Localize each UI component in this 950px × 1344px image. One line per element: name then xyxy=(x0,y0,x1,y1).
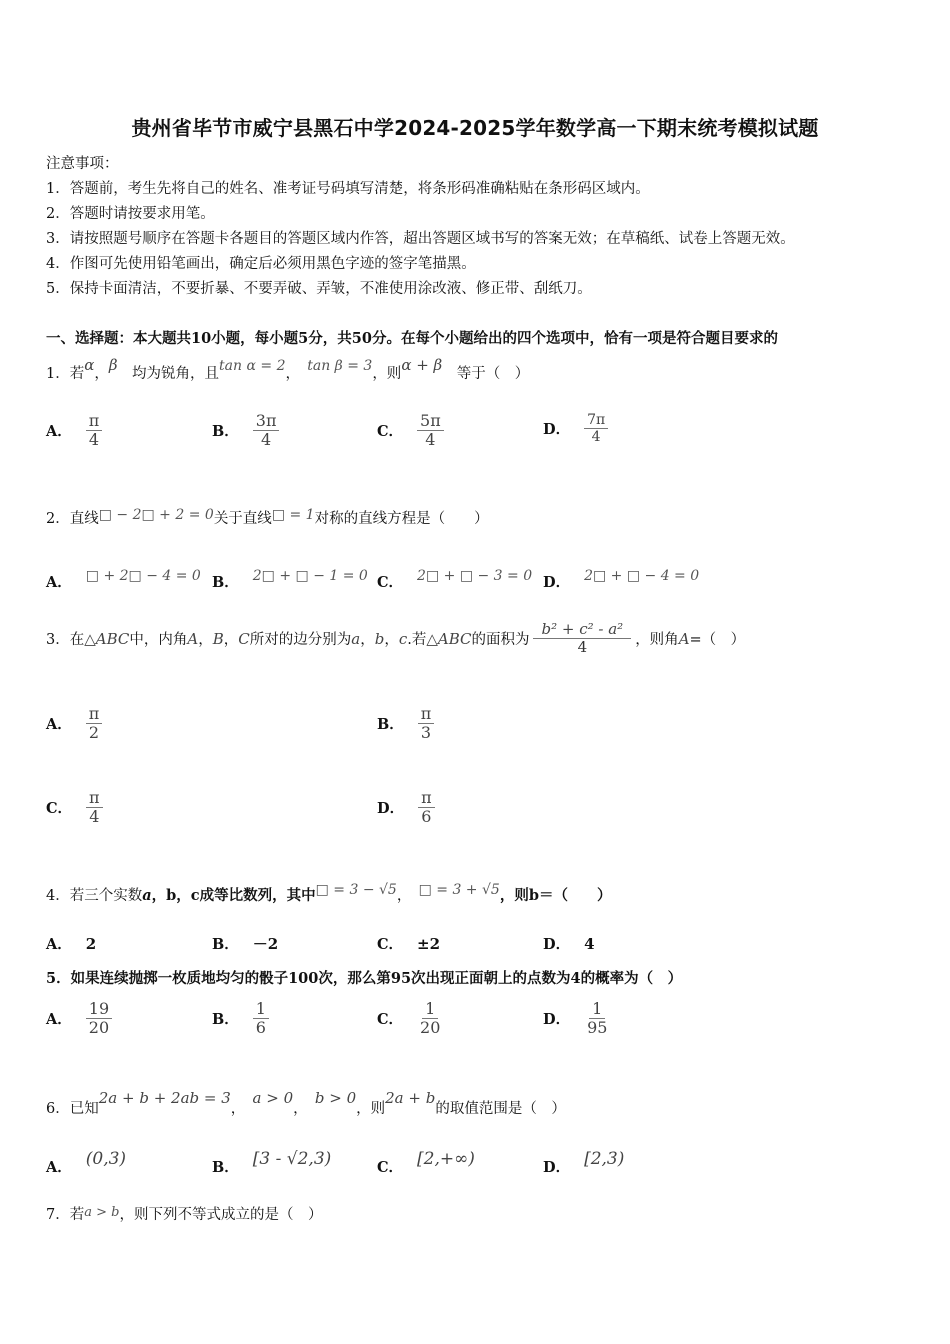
q2-option-d[interactable] xyxy=(543,565,700,591)
option-fraction xyxy=(418,789,435,827)
q3-angle-a: A xyxy=(678,629,690,648)
frac-num: π xyxy=(418,789,435,808)
option-fraction xyxy=(584,1000,610,1038)
q1-number: 1．若 xyxy=(46,366,85,382)
frac-den: 2 xyxy=(88,723,100,743)
option-label: A． xyxy=(46,574,72,591)
option-label: B． xyxy=(212,1159,239,1176)
q4-option-b[interactable] xyxy=(212,933,278,954)
option-text: 4 xyxy=(584,934,595,953)
frac-num: 7π xyxy=(584,412,608,429)
option-fraction xyxy=(253,412,280,450)
frac-den: 4 xyxy=(425,430,436,450)
q5-option-c[interactable] xyxy=(377,1000,443,1038)
frac-den: 4 xyxy=(261,430,272,450)
option-label: D． xyxy=(543,421,571,439)
option-label: C． xyxy=(377,1159,404,1176)
q5-option-d[interactable] xyxy=(543,1000,610,1038)
option-fraction xyxy=(253,1000,269,1038)
option-fraction xyxy=(86,1000,112,1038)
q4-tail: ，则b＝（ ） xyxy=(499,887,612,904)
q3-side-a: a xyxy=(351,629,361,648)
option-label: D． xyxy=(543,1159,571,1176)
q1-option-a[interactable] xyxy=(46,412,102,450)
q4-option-a[interactable] xyxy=(46,933,96,954)
q6-then: ，则 xyxy=(356,1101,386,1117)
q7-tail: ，则下列不等式成立的是（ ） xyxy=(119,1207,323,1223)
q4-expr-2: □ = 3 + √5 xyxy=(418,882,500,898)
option-text: [3 - √2,3) xyxy=(252,1148,332,1169)
q6-cond-3: b > 0 xyxy=(314,1089,357,1107)
option-fraction xyxy=(86,789,103,827)
q1-option-b[interactable] xyxy=(212,412,279,450)
q3-text: 的面积为 xyxy=(471,632,530,649)
option-label: B． xyxy=(212,423,239,441)
section-heading: 一、选择题：本大题共10小题，每小题5分，共50分。在每个小题给出的四个选项中，恰有一项是符合题目要求的 xyxy=(46,330,778,347)
frac-num: π xyxy=(86,412,103,431)
q3-option-b[interactable] xyxy=(377,705,434,743)
q1-expr: α + β xyxy=(401,356,443,374)
note-item-1: 1．答题前，考生先将自己的姓名、准考证号码填写清楚，将条形码准确粘贴在条形码区域内。 xyxy=(46,181,650,197)
option-label: B． xyxy=(377,716,404,734)
note-item-4: 4．作图可先使用铅笔画出，确定后必须用黑色字迹的签字笔描黑。 xyxy=(46,256,476,272)
question-6 xyxy=(46,1089,566,1118)
q2-line2: □ = 1 xyxy=(271,507,315,523)
q1-option-c[interactable] xyxy=(377,412,444,450)
frac-num: π xyxy=(86,789,103,808)
q1-cond2: tan β = 3 xyxy=(307,358,373,374)
q2-tail: 对称的直线方程是（ ） xyxy=(314,511,489,527)
option-label: A． xyxy=(46,423,72,441)
frac-num: 1 xyxy=(589,1000,605,1019)
note-item-3: 3．请按照题号顺序在答题卡各题目的答题区域内作答，超出答题区域书写的答案无效；在草稿纸、试卷上答题无效。 xyxy=(46,231,795,247)
q4-text: ，b，c成等比数列，其中 xyxy=(151,887,316,904)
frac-den: 4 xyxy=(577,638,588,657)
q1-sep: ， xyxy=(94,366,109,382)
q3-angle-c: C xyxy=(238,629,250,648)
frac-den: 6 xyxy=(255,1018,266,1038)
q1-alpha: α xyxy=(84,356,95,374)
q6-option-a[interactable] xyxy=(46,1148,127,1176)
frac-den: 95 xyxy=(587,1018,608,1038)
option-label: D． xyxy=(543,574,571,591)
option-label: C． xyxy=(377,936,404,953)
q3-text: 所对的边分别为 xyxy=(249,632,352,649)
q3-text: 中，内角 xyxy=(129,632,188,649)
frac-den: 4 xyxy=(88,430,100,450)
option-label: C． xyxy=(46,800,73,818)
q6-cond-1: 2a + b + 2ab = 3 xyxy=(98,1089,231,1107)
q1-cond1: tan α = 2 xyxy=(219,358,286,374)
q3-triangle: △ABC xyxy=(426,629,472,648)
option-text: ±2 xyxy=(417,934,441,953)
note-item-5: 5．保持卡面清洁，不要折暴、不要弄破、弄皱，不准使用涂改液、修正带、刮纸刀。 xyxy=(46,281,592,297)
q3-sep: ， xyxy=(384,632,399,649)
q7-number: 7．若 xyxy=(46,1207,85,1223)
q6-option-d[interactable] xyxy=(543,1148,625,1176)
frac-num: 1 xyxy=(253,1000,269,1019)
option-label: B． xyxy=(212,936,239,953)
option-label: D． xyxy=(377,800,405,818)
frac-num: b² + c² - a² xyxy=(533,621,631,639)
q3-option-c[interactable] xyxy=(46,789,103,827)
option-label: A． xyxy=(46,936,72,953)
q5-option-a[interactable] xyxy=(46,1000,112,1038)
q3-tail: =（ ） xyxy=(689,632,746,649)
q6-number: 6．已知 xyxy=(46,1101,99,1117)
option-fraction xyxy=(584,412,608,445)
q6-option-b[interactable] xyxy=(212,1148,332,1176)
frac-den: 20 xyxy=(420,1018,441,1038)
option-text: (0,3) xyxy=(85,1148,127,1169)
option-fraction xyxy=(417,1000,443,1038)
frac-num: 1 xyxy=(422,1000,438,1019)
q3-text: .若 xyxy=(407,632,427,649)
q4-expr-1: □ = 3 − √5 xyxy=(315,882,397,898)
q1-mid: 均为锐角，且 xyxy=(132,366,220,382)
q1-then: ，则 xyxy=(372,366,402,382)
frac-den: 3 xyxy=(420,723,432,743)
q3-side-b: b xyxy=(374,629,385,648)
option-text: －2 xyxy=(252,935,279,953)
option-label: A． xyxy=(46,1159,72,1176)
question-3 xyxy=(46,621,745,657)
question-4 xyxy=(46,884,611,905)
question-2 xyxy=(46,507,489,528)
option-fraction xyxy=(417,412,444,450)
option-label: C． xyxy=(377,423,404,441)
option-label: D． xyxy=(543,1011,571,1029)
q2-option-a[interactable] xyxy=(46,565,201,591)
question-5: 5．如果连续抛掷一枚质地均匀的骰子100次，那么第95次出现正面朝上的点数为4的概率为（ ） xyxy=(46,970,683,987)
q3-number: 3．在 xyxy=(46,632,85,649)
q3-sep: ， xyxy=(223,632,239,649)
q6-option-c[interactable] xyxy=(377,1148,475,1176)
option-label: A． xyxy=(46,1011,72,1029)
q3-sep: ， xyxy=(360,632,375,649)
q3-text: ，则角 xyxy=(635,632,679,649)
q5-option-b[interactable] xyxy=(212,1000,269,1038)
option-label: C． xyxy=(377,574,404,591)
option-expr: 2□ + □ − 4 = 0 xyxy=(584,567,700,584)
frac-den: 4 xyxy=(89,807,100,827)
q4-number: 4．若三个实数 xyxy=(46,888,143,904)
q3-angle-b: B xyxy=(212,629,224,648)
option-expr: □ + 2□ − 4 = 0 xyxy=(85,567,201,584)
option-fraction xyxy=(418,705,435,743)
q3-area-fraction xyxy=(533,621,631,657)
notes-heading: 注意事项： xyxy=(46,156,119,172)
q3-option-a[interactable] xyxy=(46,705,102,743)
option-label: A． xyxy=(46,716,72,734)
q1-sep2: ， xyxy=(285,366,293,382)
option-expr: 2□ + □ − 1 = 0 xyxy=(252,567,368,584)
frac-num: π xyxy=(86,705,103,724)
option-label: D． xyxy=(543,936,571,953)
option-fraction xyxy=(86,412,103,450)
frac-den: 4 xyxy=(591,429,601,446)
q3-side-c: c xyxy=(398,629,408,648)
q7-cond: a > b xyxy=(84,1205,120,1220)
q2-line1: □ − 2□ + 2 = 0 xyxy=(98,507,214,523)
question-1 xyxy=(46,356,530,383)
q6-expr: 2a + b xyxy=(385,1089,436,1107)
q6-cond-2: a > 0 xyxy=(252,1089,294,1107)
q6-sep: ， xyxy=(230,1101,239,1117)
option-label: B． xyxy=(212,1011,239,1029)
q4-option-c[interactable] xyxy=(377,933,440,954)
question-7 xyxy=(46,1203,322,1224)
option-text: [2,3) xyxy=(584,1148,625,1169)
q4-sep: ， xyxy=(396,888,405,904)
q3-option-d[interactable] xyxy=(377,789,435,827)
q3-sep: ， xyxy=(198,632,213,649)
q6-tail: 的取值范围是（ ） xyxy=(435,1101,566,1117)
q1-beta: β xyxy=(108,356,118,374)
note-item-2: 2．答题时请按要求用笔。 xyxy=(46,206,215,222)
q2-mid: 关于直线 xyxy=(213,511,272,527)
q2-number: 2．直线 xyxy=(46,511,99,527)
option-text: [2,+∞) xyxy=(417,1148,475,1169)
frac-num: π xyxy=(418,705,435,724)
option-label: C． xyxy=(377,1011,404,1029)
option-fraction xyxy=(86,705,103,743)
q4-option-d[interactable] xyxy=(543,933,595,954)
frac-num: 3π xyxy=(253,412,280,431)
frac-num: 19 xyxy=(86,1000,112,1019)
frac-num: 5π xyxy=(417,412,444,431)
q1-tail: 等于（ ） xyxy=(456,366,530,382)
q2-option-c[interactable] xyxy=(377,565,533,591)
frac-den: 6 xyxy=(421,807,432,827)
q3-angle-a: A xyxy=(187,629,199,648)
q2-option-b[interactable] xyxy=(212,565,368,591)
option-text: 2 xyxy=(85,934,97,953)
q4-var-a: a xyxy=(142,887,152,904)
page-title: 贵州省毕节市威宁县黑石中学2024-2025学年数学高一下期末统考模拟试题 xyxy=(131,116,819,140)
q1-option-d[interactable] xyxy=(543,412,608,445)
q6-sep: ， xyxy=(293,1101,301,1117)
q3-triangle: △ABC xyxy=(84,629,130,648)
option-label: B． xyxy=(212,574,239,591)
frac-den: 20 xyxy=(88,1018,110,1038)
option-expr: 2□ + □ − 3 = 0 xyxy=(417,567,533,584)
